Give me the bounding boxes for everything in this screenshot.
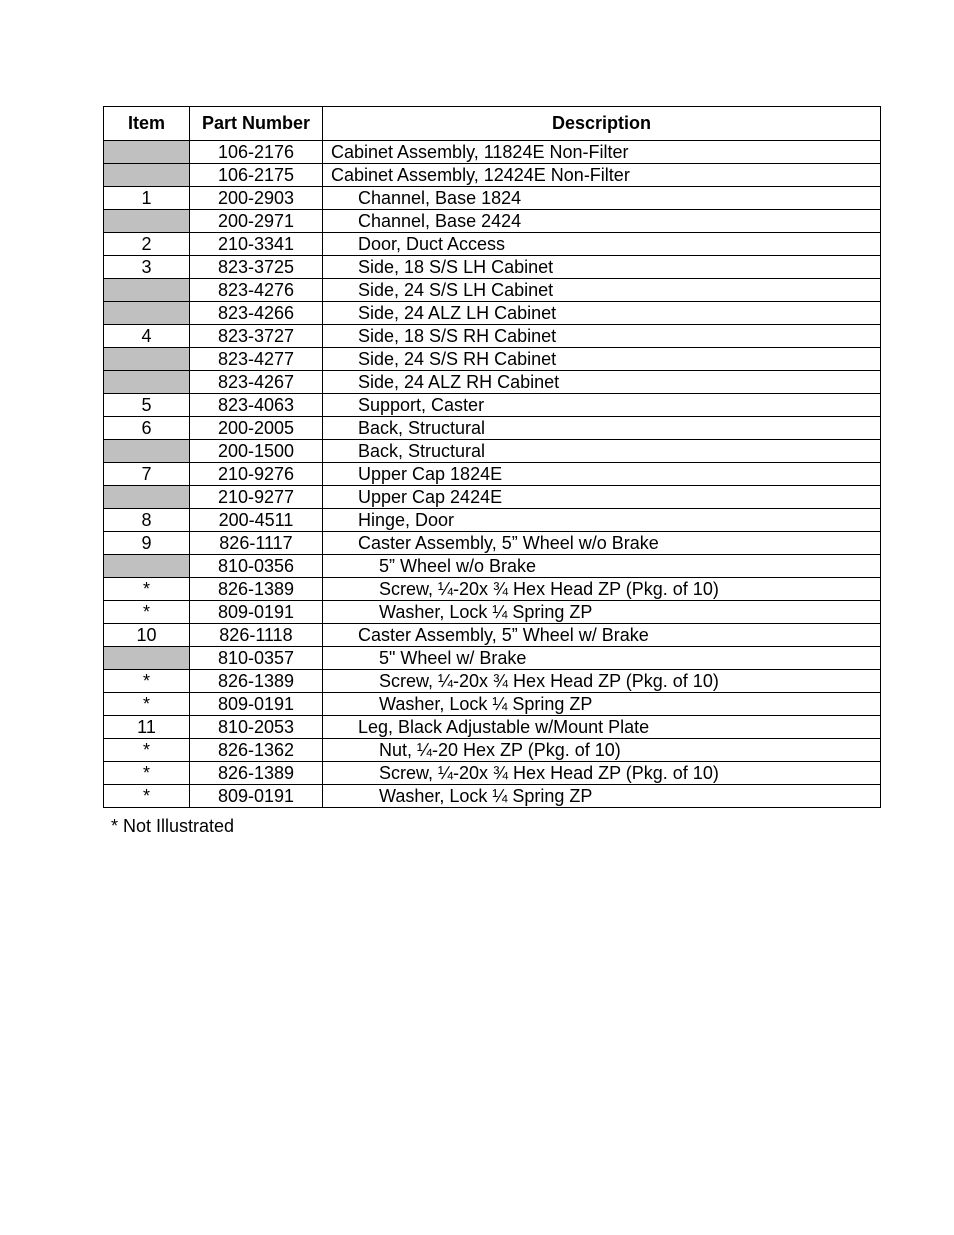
part-number-cell: 826-1362	[190, 739, 323, 762]
description-cell: Side, 18 S/S RH Cabinet	[323, 325, 881, 348]
item-cell: *	[104, 739, 190, 762]
table-row	[104, 693, 881, 716]
item-cell	[104, 555, 190, 578]
part-number-cell: 810-2053	[190, 716, 323, 739]
description-cell: Side, 24 S/S LH Cabinet	[323, 279, 881, 302]
description-cell: Nut, ¼-20 Hex ZP (Pkg. of 10)	[323, 739, 881, 762]
description-cell: Caster Assembly, 5” Wheel w/o Brake	[323, 532, 881, 555]
description-cell: Side, 24 S/S RH Cabinet	[323, 348, 881, 371]
table-row	[104, 302, 881, 325]
table-row	[104, 233, 881, 256]
item-cell: 8	[104, 509, 190, 532]
header-row	[104, 107, 881, 141]
description-cell: Cabinet Assembly, 12424E Non-Filter	[323, 164, 881, 187]
table-row	[104, 647, 881, 670]
item-cell	[104, 371, 190, 394]
header-part-number: Part Number	[190, 107, 323, 141]
description-cell: Back, Structural	[323, 417, 881, 440]
item-cell: *	[104, 601, 190, 624]
part-number-cell: 210-3341	[190, 233, 323, 256]
part-number-cell: 200-1500	[190, 440, 323, 463]
item-cell: 7	[104, 463, 190, 486]
table-row	[104, 486, 881, 509]
part-number-cell: 200-2971	[190, 210, 323, 233]
description-cell: 5" Wheel w/ Brake	[323, 647, 881, 670]
part-number-cell: 823-3727	[190, 325, 323, 348]
table-row	[104, 739, 881, 762]
item-cell	[104, 210, 190, 233]
description-cell: Channel, Base 2424	[323, 210, 881, 233]
description-cell: Screw, ¼-20x ¾ Hex Head ZP (Pkg. of 10)	[323, 578, 881, 601]
description-cell: Washer, Lock ¼ Spring ZP	[323, 785, 881, 808]
part-number-cell: 106-2175	[190, 164, 323, 187]
part-number-cell: 810-0357	[190, 647, 323, 670]
description-cell: Back, Structural	[323, 440, 881, 463]
parts-table-header	[104, 107, 881, 141]
part-number-cell: 826-1117	[190, 532, 323, 555]
item-cell: 11	[104, 716, 190, 739]
item-cell: *	[104, 762, 190, 785]
item-cell	[104, 279, 190, 302]
description-cell: Upper Cap 1824E	[323, 463, 881, 486]
item-cell	[104, 647, 190, 670]
item-cell: 6	[104, 417, 190, 440]
part-number-cell: 823-4267	[190, 371, 323, 394]
table-row	[104, 601, 881, 624]
table-row	[104, 348, 881, 371]
part-number-cell: 810-0356	[190, 555, 323, 578]
part-number-cell: 809-0191	[190, 785, 323, 808]
description-cell: Screw, ¼-20x ¾ Hex Head ZP (Pkg. of 10)	[323, 670, 881, 693]
part-number-cell: 823-4266	[190, 302, 323, 325]
part-number-cell: 823-3725	[190, 256, 323, 279]
part-number-cell: 200-2005	[190, 417, 323, 440]
table-row	[104, 532, 881, 555]
part-number-cell: 809-0191	[190, 693, 323, 716]
part-number-cell: 823-4276	[190, 279, 323, 302]
description-cell: Screw, ¼-20x ¾ Hex Head ZP (Pkg. of 10)	[323, 762, 881, 785]
table-row	[104, 578, 881, 601]
table-row	[104, 762, 881, 785]
description-cell: Door, Duct Access	[323, 233, 881, 256]
table-row	[104, 164, 881, 187]
item-cell: *	[104, 785, 190, 808]
item-cell	[104, 141, 190, 164]
part-number-cell: 826-1389	[190, 670, 323, 693]
item-cell: 9	[104, 532, 190, 555]
table-row	[104, 371, 881, 394]
table-row	[104, 187, 881, 210]
item-cell: 10	[104, 624, 190, 647]
part-number-cell: 823-4063	[190, 394, 323, 417]
description-cell: Leg, Black Adjustable w/Mount Plate	[323, 716, 881, 739]
item-cell: *	[104, 693, 190, 716]
item-cell	[104, 486, 190, 509]
description-cell: Upper Cap 2424E	[323, 486, 881, 509]
item-cell	[104, 302, 190, 325]
table-row	[104, 279, 881, 302]
description-cell: Channel, Base 1824	[323, 187, 881, 210]
item-cell: 5	[104, 394, 190, 417]
parts-table-body	[104, 141, 881, 808]
table-row	[104, 670, 881, 693]
item-cell	[104, 440, 190, 463]
item-cell: 2	[104, 233, 190, 256]
table-row	[104, 325, 881, 348]
part-number-cell: 200-4511	[190, 509, 323, 532]
part-number-cell: 106-2176	[190, 141, 323, 164]
item-cell: *	[104, 670, 190, 693]
item-cell	[104, 348, 190, 371]
part-number-cell: 809-0191	[190, 601, 323, 624]
description-cell: Washer, Lock ¼ Spring ZP	[323, 693, 881, 716]
table-row	[104, 256, 881, 279]
part-number-cell: 200-2903	[190, 187, 323, 210]
table-row	[104, 210, 881, 233]
item-cell: 1	[104, 187, 190, 210]
item-cell	[104, 164, 190, 187]
header-description: Description	[323, 107, 881, 141]
description-cell: Side, 24 ALZ RH Cabinet	[323, 371, 881, 394]
part-number-cell: 826-1389	[190, 578, 323, 601]
footnote: * Not Illustrated	[111, 816, 235, 836]
table-row	[104, 141, 881, 164]
part-number-cell: 210-9276	[190, 463, 323, 486]
description-cell: Side, 18 S/S LH Cabinet	[323, 256, 881, 279]
parts-table	[103, 106, 881, 808]
header-item: Item	[104, 107, 190, 141]
description-cell: Support, Caster	[323, 394, 881, 417]
table-row	[104, 555, 881, 578]
part-number-cell: 210-9277	[190, 486, 323, 509]
part-number-cell: 826-1389	[190, 762, 323, 785]
table-row	[104, 463, 881, 486]
description-cell: Side, 24 ALZ LH Cabinet	[323, 302, 881, 325]
description-cell: Caster Assembly, 5” Wheel w/ Brake	[323, 624, 881, 647]
part-number-cell: 826-1118	[190, 624, 323, 647]
item-cell: 3	[104, 256, 190, 279]
description-cell: 5” Wheel w/o Brake	[323, 555, 881, 578]
table-row	[104, 716, 881, 739]
table-row	[104, 785, 881, 808]
table-row	[104, 440, 881, 463]
description-cell: Washer, Lock ¼ Spring ZP	[323, 601, 881, 624]
part-number-cell: 823-4277	[190, 348, 323, 371]
description-cell: Cabinet Assembly, 11824E Non-Filter	[323, 141, 881, 164]
table-row	[104, 417, 881, 440]
table-row	[104, 509, 881, 532]
item-cell: *	[104, 578, 190, 601]
item-cell: 4	[104, 325, 190, 348]
table-row	[104, 624, 881, 647]
description-cell: Hinge, Door	[323, 509, 881, 532]
table-row	[104, 394, 881, 417]
